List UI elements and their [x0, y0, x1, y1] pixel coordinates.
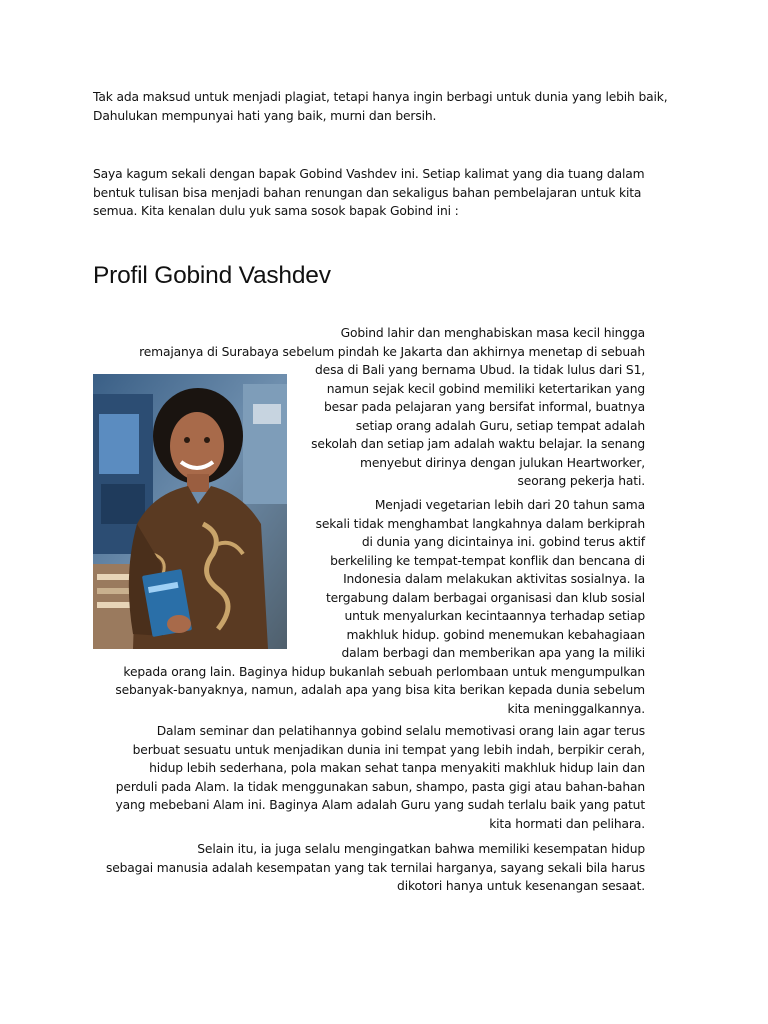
text-line: berbuat sesuatu untuk menjadikan dunia ini tempat yang lebih indah, berpikir cerah,	[132, 742, 645, 757]
text-line: hidup lebih sederhana, pola makan sehat tanpa menyakiti makhluk hidup lain dan	[149, 761, 645, 775]
text-line: kita meninggalkannya.	[507, 701, 645, 716]
text-line: kita hormati dan pelihara.	[489, 816, 645, 831]
text-line: sebanyak-banyaknya, namun, adalah apa yang bisa kita berikan kepada dunia sebelum	[115, 683, 645, 697]
text-line: Selain itu, ia juga selalu mengingatkan bahwa memiliki kesempatan hidup	[197, 842, 645, 856]
text-line: yang mebebani Alam ini. Baginya Alam adalah Guru yang sudah terlalu baik yang patut	[115, 798, 645, 812]
text-line: berkeliling ke tempat-tempat konflik dan bencana di	[330, 553, 645, 568]
text-line: dalam berbagi dan memberikan apa yang Ia miliki	[341, 646, 645, 660]
text-line: untuk menyalurkan kecintaannya terhadap setiap	[344, 609, 645, 623]
text-line: sekolah dan setiap jam adalah waktu belajar. Ia senang	[311, 437, 645, 451]
profile-paragraph-2	[93, 496, 645, 718]
profile-paragraph-3	[93, 722, 645, 833]
text-line: seorang pekerja hati.	[517, 474, 645, 488]
text-line: makhluk hidup. gobind menemukan kebahagiaan	[346, 627, 645, 642]
text-line: Gobind lahir dan menghabiskan masa kecil hingga	[340, 326, 645, 340]
text-line: desa di Bali yang bernama Ubud. Ia tidak lulus dari S1,	[315, 363, 645, 377]
text-line: menyebut dirinya dengan julukan Heartworker,	[360, 455, 645, 470]
text-line: Indonesia dalam melakukan aktivitas sosialnya. Ia	[343, 572, 645, 586]
profile-paragraph-4	[93, 840, 645, 896]
intro-paragraph-2: Saya kagum sekali dengan bapak Gobind Vashdev ini. Setiap kalimat yang dia tuang dalam bentuk tulisan bisa menjadi bahan renungan dan sekaligus bahan pembelajaran untuk kita semua. Kita kenalan dulu yuk sama sosok bapak Gobind ini :	[93, 167, 645, 218]
text-line: namun sejak kecil gobind memiliki ketertarikan yang	[326, 381, 645, 396]
text-line: tergabung dalam berbagai organisasi dan klub sosial	[325, 590, 645, 605]
text-line: besar pada pelajaran yang bersifat informal, buatnya	[323, 400, 645, 414]
profile-paragraph-1	[93, 324, 645, 491]
text-line: di dunia yang dicintainya ini. gobind terus aktif	[361, 535, 645, 549]
text-line: Menjadi vegetarian lebih dari 20 tahun sama	[374, 498, 645, 512]
text-line: sekali tidak menghambat langkahnya dalam berkiprah	[315, 516, 645, 531]
text-line: Dalam seminar dan pelatihannya gobind selalu memotivasi orang lain agar terus	[156, 724, 645, 738]
text-line: remajanya di Surabaya sebelum pindah ke Jakarta dan akhirnya menetap di sebuah	[139, 344, 645, 359]
text-line: sebagai manusia adalah kesempatan yang tak ternilai harganya, sayang sekali bila harus	[105, 860, 645, 875]
text-line: perduli pada Alam. Ia tidak menggunakan sabun, shampo, pasta gigi atau bahan-bahan	[115, 779, 645, 794]
text-line: dikotori hanya untuk kesenangan sesaat.	[397, 879, 645, 893]
intro-paragraph-1: Tak ada maksud untuk menjadi plagiat, tetapi hanya ingin berbagi untuk dunia yang lebih baik, Dahulukan mempunyai hati yang baik, murni dan bersih.	[93, 90, 668, 123]
text-line: kepada orang lain. Baginya hidup bukanlah sebuah perlombaan untuk mengumpulkan	[123, 664, 645, 679]
text-line: setiap orang adalah Guru, setiap tempat adalah	[355, 418, 645, 433]
page-title: Profil Gobind Vashdev	[93, 262, 331, 289]
